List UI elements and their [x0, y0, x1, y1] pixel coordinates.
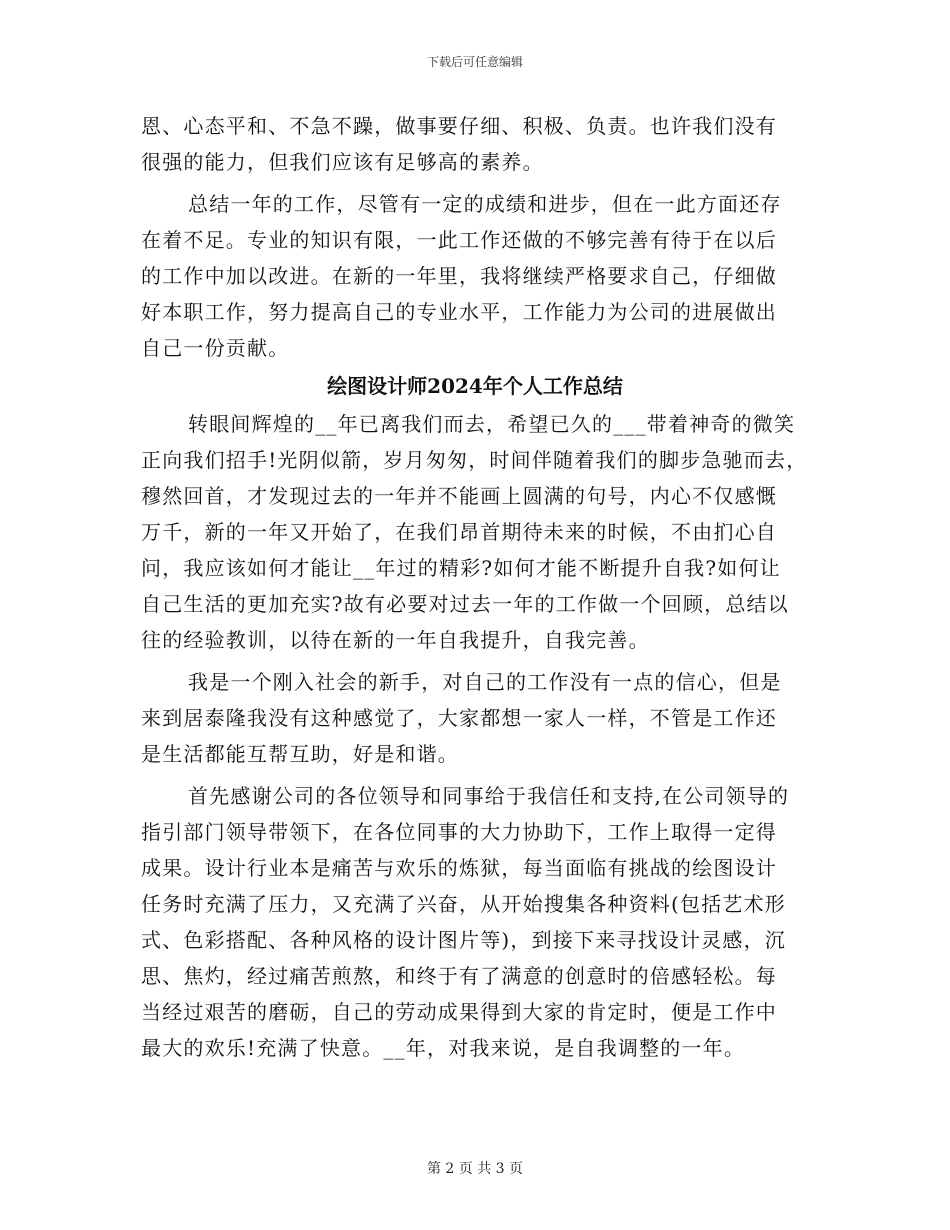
paragraph-line: 总结一年的工作，尽管有一定的成绩和进步，但在一此方面还存 [188, 192, 782, 216]
paragraph-line: 思、焦灼，经过痛苦煎熬，和终于有了满意的创意时的倍感轻松。每 [141, 964, 777, 988]
paragraph-line: 问，我应该如何才能让__年过的精彩?如何才能不断提升自我?如何让 [141, 556, 781, 580]
paragraph-line: 恩、心态平和、不急不躁，做事要仔细、积极、负责。也许我们没有 [141, 114, 777, 138]
paragraph-line: 穆然回首，才发现过去的一年并不能画上圆满的句号，内心不仅感慨 [141, 484, 777, 508]
paragraph-line: 转眼间辉煌的__年已离我们而去，希望已久的___带着神奇的微笑 [188, 412, 796, 436]
paragraph-line: 自己一份贡献。 [141, 336, 290, 360]
paragraph-line: 最大的欢乐!充满了快意。__年，对我来说，是自我调整的一年。 [141, 1036, 746, 1060]
header-note: 下载后可任意编辑 [426, 55, 523, 69]
paragraph-line: 正向我们招手!光阴似箭，岁月匆匆，时间伴随着我们的脚步急驰而去， [141, 448, 808, 472]
paragraph-line: 往的经验教训，以待在新的一年自我提升，自我完善。 [141, 628, 650, 652]
paragraph-line: 的工作中加以改进。在新的一年里，我将继续严格要求自己，仔细做 [141, 264, 777, 288]
paragraph-line: 任务时充满了压力，又充满了兴奋，从开始搜集各种资料(包括艺术形 [141, 892, 787, 916]
paragraph-line: 首先感谢公司的各位领导和同事给于我信任和支持,在公司领导的 [188, 784, 790, 808]
paragraph-line: 很强的能力，但我们应该有足够高的素养。 [141, 150, 544, 174]
section-heading: 绘图设计师2024年个人工作总结 [327, 374, 623, 398]
paragraph-line: 我是一个刚入社会的新手，对自己的工作没有一点的信心，但是 [188, 670, 782, 694]
paragraph-line: 好本职工作，努力提高自己的专业水平，工作能力为公司的进展做出 [141, 300, 777, 324]
paragraph-line: 来到居泰隆我没有这种感觉了，大家都想一家人一样，不管是工作还 [141, 706, 777, 730]
paragraph-line: 在着不足。专业的知识有限，一此工作还做的不够完善有待于在以后 [141, 228, 777, 252]
paragraph-line: 万千，新的一年又开始了，在我们昂首期待未来的时候，不由扪心自 [141, 520, 777, 544]
page-number: 第 2 页 共 3 页 [426, 1161, 524, 1177]
paragraph-line: 是生活都能互帮互助，好是和谐。 [141, 742, 459, 766]
paragraph-line: 指引部门领导带领下，在各位同事的大力协助下，工作上取得一定得 [141, 820, 777, 844]
paragraph-line: 成果。设计行业本是痛苦与欢乐的炼狱，每当面临有挑战的绘图设计 [141, 856, 777, 880]
paragraph-line: 自己生活的更加充实?故有必要对过去一年的工作做一个回顾，总结以 [141, 592, 789, 616]
paragraph-line: 式、色彩搭配、各种风格的设计图片等)，到接下来寻找设计灵感，沉 [141, 928, 787, 952]
paragraph-line: 当经过艰苦的磨砺，自己的劳动成果得到大家的肯定时，便是工作中 [141, 1000, 777, 1024]
